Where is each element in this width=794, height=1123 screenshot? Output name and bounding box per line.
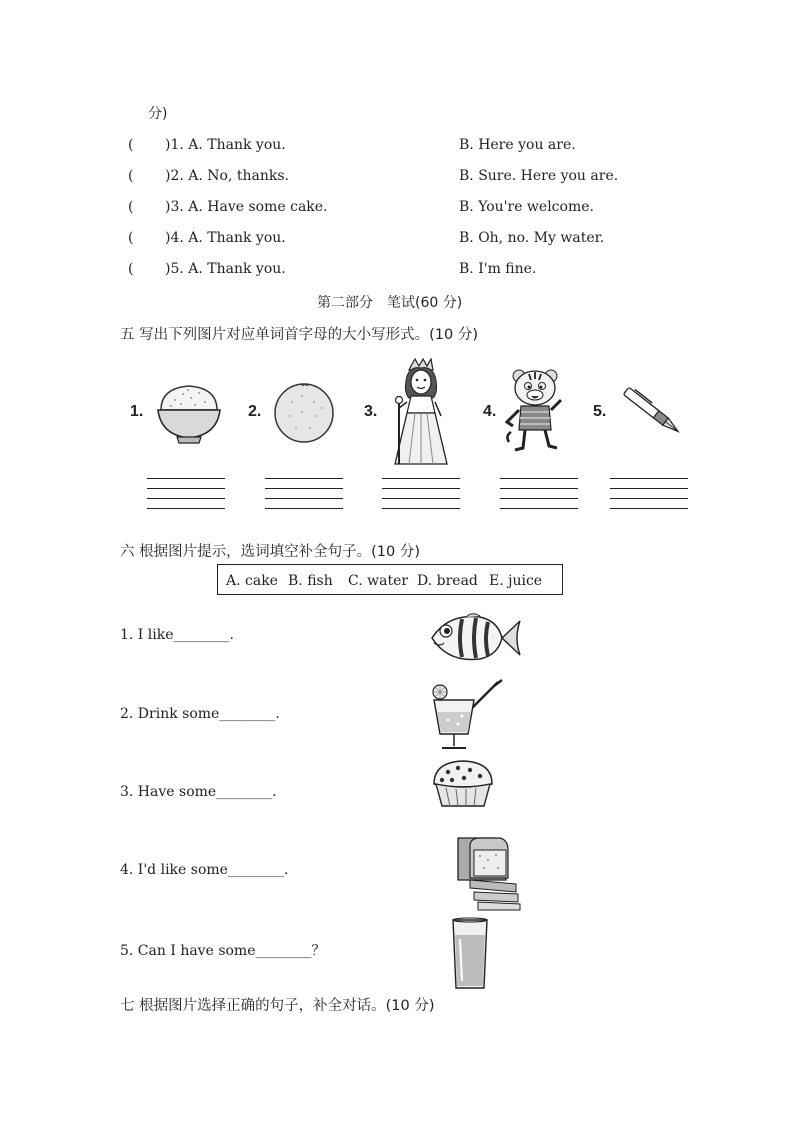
answer-bracket[interactable]: ( (128, 230, 134, 246)
fill-sentence-2[interactable]: 2. Drink some________. (120, 706, 280, 722)
muffin-cake-icon (430, 758, 496, 810)
word-option-juice: E. juice (489, 573, 543, 589)
picture-number-2: 2. (248, 403, 262, 420)
question-4-option-b: B. Oh, no. My water. (459, 230, 605, 246)
question-2-option-b: B. Sure. Here you are. (459, 168, 619, 184)
rice-bowl-icon (155, 380, 223, 445)
word-option-water: C. water (348, 573, 409, 589)
fish-icon (428, 611, 522, 665)
section-6-title: 六 根据图片提示，选词填空补全句子。(10 分) (120, 544, 420, 560)
fill-sentence-1[interactable]: 1. I like________. (120, 627, 234, 643)
writing-lines-1[interactable] (147, 478, 225, 518)
word-option-bread: D. bread (417, 573, 478, 589)
question-3-option-b: B. You're welcome. (459, 199, 594, 215)
word-option-fish: B. fish (288, 573, 333, 589)
question-2-option-a: )2. A. No, thanks. (165, 168, 289, 184)
fill-sentence-4[interactable]: 4. I'd like some________. (120, 862, 289, 878)
orange-icon (272, 382, 336, 444)
writing-lines-2[interactable] (265, 478, 343, 518)
answer-bracket[interactable]: ( (128, 261, 134, 277)
writing-lines-4[interactable] (500, 478, 578, 518)
writing-lines-3[interactable] (382, 478, 460, 518)
answer-bracket[interactable]: ( (128, 168, 134, 184)
picture-number-5: 5. (593, 403, 607, 420)
fill-sentence-3[interactable]: 3. Have some________. (120, 784, 277, 800)
queen-icon (385, 358, 457, 468)
question-5-option-b: B. I'm fine. (459, 261, 537, 277)
water-glass-icon (450, 917, 490, 991)
fill-sentence-5[interactable]: 5. Can I have some________？ (120, 943, 326, 959)
word-bank-box (217, 564, 563, 595)
question-1-option-a: )1. A. Thank you. (165, 137, 286, 153)
answer-bracket[interactable]: ( (128, 199, 134, 215)
part-two-heading: 第二部分 笔试(60 分) (317, 295, 463, 311)
section-7-title: 七 根据图片选择正确的句子，补全对话。(10 分) (120, 998, 435, 1014)
bread-loaf-icon (450, 830, 522, 912)
question-1-option-b: B. Here you are. (459, 137, 576, 153)
section-5-title: 五 写出下列图片对应单词首字母的大小写形式。(10 分) (120, 327, 478, 343)
juice-glass-icon (428, 676, 504, 752)
question-3-option-a: )3. A. Have some cake. (165, 199, 328, 215)
picture-number-1: 1. (130, 403, 144, 420)
question-4-option-a: )4. A. Thank you. (165, 230, 286, 246)
question-5-option-a: )5. A. Thank you. (165, 261, 286, 277)
word-option-cake: A. cake (226, 573, 278, 589)
picture-number-3: 3. (364, 403, 378, 420)
picture-number-4: 4. (483, 403, 497, 420)
fountain-pen-icon (617, 381, 691, 443)
writing-lines-5[interactable] (610, 478, 688, 518)
tiger-icon (505, 366, 567, 456)
answer-bracket[interactable]: ( (128, 137, 134, 153)
continued-score-text: 分) (148, 106, 168, 122)
